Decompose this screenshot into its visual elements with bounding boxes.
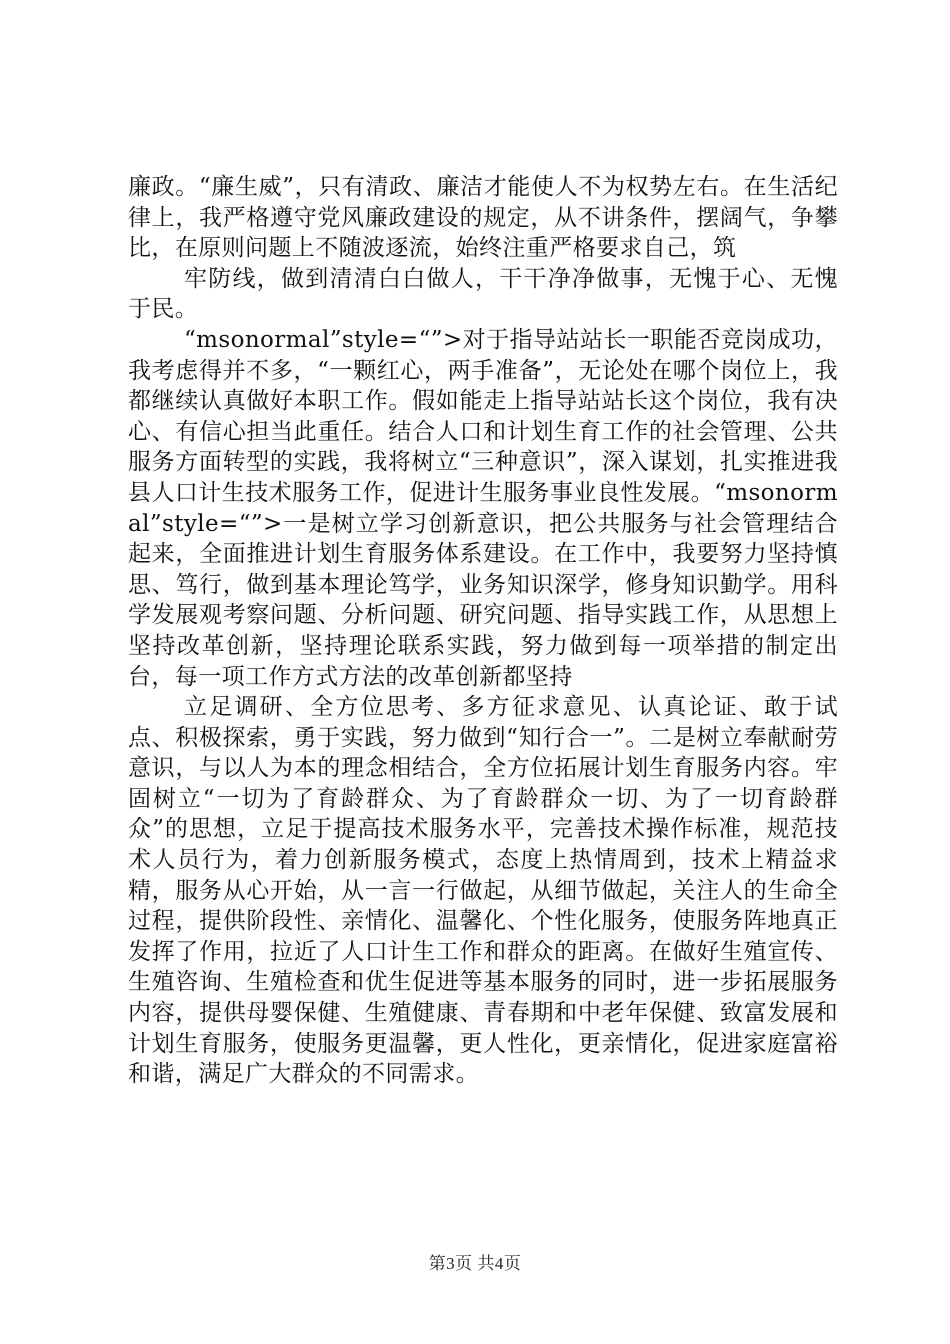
paragraph-3: “msonormal”style=“”>对于指导站站长一职能否竞岗成功，我考虑得并不多，“一颗红心，两手准备”，无论处在哪个岗位上，我都继续认真做好本职工作。假如能走上指导站站长这个岗位，我有决心、有信心担当此重任。结合人口和计划生育工作的社会管理、公共服务方面转型的实践，我将树立“三种意识”，深入谋划，扎实推进我县人口计生技术服务工作，促进计生服务事业良性发展。“msonormal”style=“”>一是树立学习创新意识，把公共服务与社会管理结合起来，全面推进计划生育服务体系建设。在工作中，我要努力坚持慎思、笃行，做到基本理论笃学，业务知识深学，修身知识勤学。用科学发展观考察问题、分析问题、研究问题、指导实践工作，从思想上坚持改革创新，坚持理论联系实践，努力做到每一项举措的制定出台，每一项工作方式方法的改革创新都坚持 [128,326,838,690]
paragraph-1: 廉政。“廉生威”，只有清政、廉洁才能使人不为权势左右。在生活纪律上，我严格遵守党风廉政建设的规定，从不讲条件，摆阔气，争攀比，在原则问题上不随波逐流，始终注重严格要求自己，筑 [128,174,838,262]
document-body [128,172,838,1090]
paragraph-2: 牢防线，做到清清白白做人，干干净净做事，无愧于心、无愧于民。 [128,265,838,323]
page-footer: 第3页 共4页 [428,1254,522,1273]
paragraph-4: 立足调研、全方位思考、多方征求意见、认真论证、敢于试点、积极探索，勇于实践，努力做到“知行合一”。二是树立奉献耐劳意识，与以人为本的理念相结合，全方位拓展计划生育服务内容。牢固树立“一切为了育龄群众、为了育龄群众一切、为了一切育龄群众”的思想，立足于提高技术服务水平，完善技术操作标准，规范技术人员行为，着力创新服务模式，态度上热情周到，技术上精益求精，服务从心开始，从一言一行做起，从细节做起，关注人的生命全过程，提供阶段性、亲情化、温馨化、个性化服务，使服务阵地真正发挥了作用，拉近了人口计生工作和群众的距离。在做好生殖宣传、生殖咨询、生殖检查和优生促进等基本服务的同时，进一步拓展服务内容，提供母婴保健、生殖健康、青春期和中老年保健、致富发展和计划生育服务，使服务更温馨，更人性化，更亲情化，促进家庭富裕和谐，满足广大群众的不同需求。 [128,694,838,1088]
